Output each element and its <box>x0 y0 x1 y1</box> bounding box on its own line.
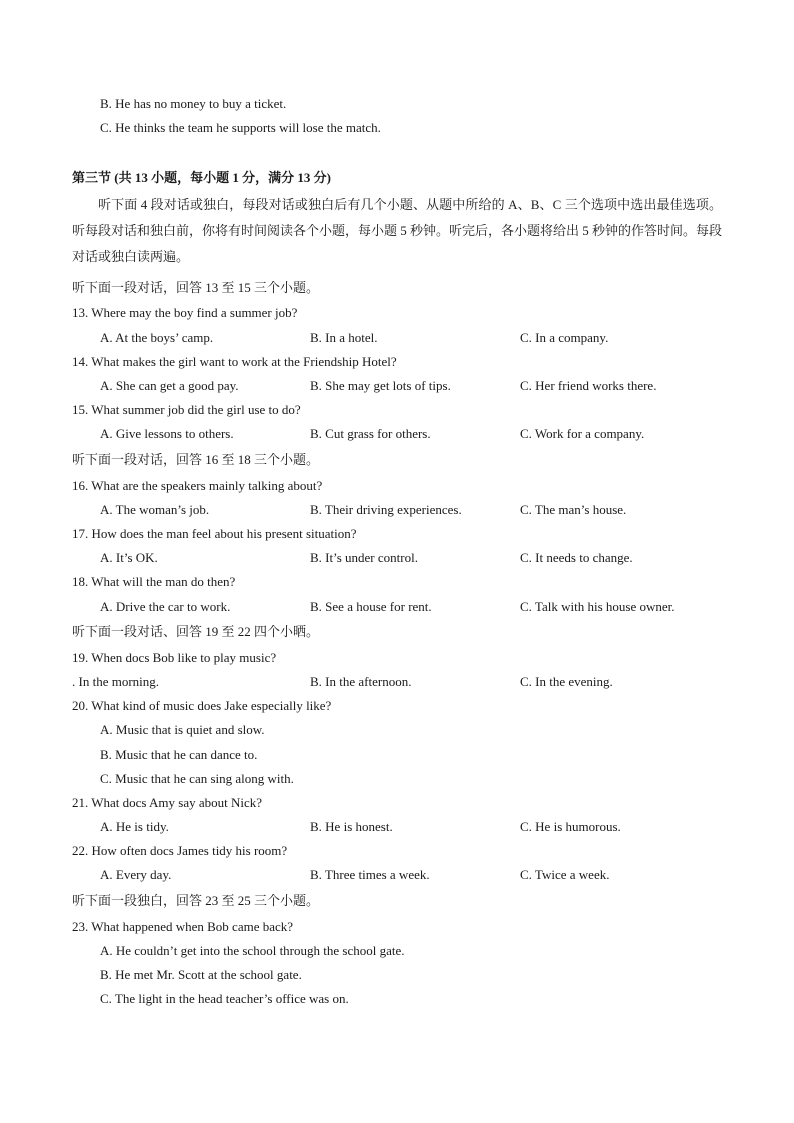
question-14: 14. What makes the girl want to work at the Friendship Hotel? <box>72 354 397 369</box>
option-c: C. The man’s house. <box>520 502 627 517</box>
option-b: B. In a hotel. <box>310 330 378 345</box>
option-c: C. Work for a company. <box>520 426 645 441</box>
group-heading: 听下面一段对话，回答 13 至 15 三个小题。 <box>72 280 320 295</box>
option-b: B. He is honest. <box>310 819 393 834</box>
option-b: B. He met Mr. Scott at the school gate. <box>100 967 302 982</box>
question-22: 22. How often docs James tidy his room? <box>72 843 288 858</box>
option-a: . In the morning. <box>72 674 160 689</box>
option-c: C. In a company. <box>520 330 609 345</box>
group-heading: 听下面一段独白，回答 23 至 25 三个小题。 <box>72 893 320 908</box>
option-a: A. She can get a good pay. <box>100 378 239 393</box>
option-a: A. It’s OK. <box>100 550 158 565</box>
option-c: C. Talk with his house owner. <box>520 599 675 614</box>
option-a: A. Give lessons to others. <box>100 426 234 441</box>
option-a: A. Music that is quiet and slow. <box>100 722 265 737</box>
question-16: 16. What are the speakers mainly talking about? <box>72 478 323 493</box>
option-a: A. At the boys’ camp. <box>100 330 214 345</box>
option-b: B. Three times a week. <box>310 867 430 882</box>
option-a: A. Every day. <box>100 867 172 882</box>
option-c: C. Her friend works there. <box>520 378 657 393</box>
option-b: B. In the afternoon. <box>310 674 412 689</box>
option-b: B. He has no money to buy a ticket. <box>100 96 287 111</box>
instruction-text: 听下面 4 段对话或独白，每段对话或独白后有几个小题、从题中所给的 A、B、C 三个选项中选出最佳选项。听每段对话和独白前，你将有时间阅读各个小题，每小题 5 秒钟。听完后，各小题将给出 5 秒钟的作答时间。每段对话或独白读两遍。 <box>72 197 723 264</box>
option-b: B. See a house for rent. <box>310 599 432 614</box>
option-c: C. He is humorous. <box>520 819 621 834</box>
option-a: A. Drive the car to work. <box>100 599 231 614</box>
option-b: B. It’s under control. <box>310 550 418 565</box>
question-19: 19. When docs Bob like to play music? <box>72 650 277 665</box>
option-c: C. Music that he can sing along with. <box>100 771 294 786</box>
option-c: C. He thinks the team he supports will lose the match. <box>100 120 381 135</box>
group-heading: 听下面一段对话、回答 19 至 22 四个小晒。 <box>72 624 320 639</box>
question-20: 20. What kind of music does Jake especially like? <box>72 698 332 713</box>
option-b: B. She may get lots of tips. <box>310 378 451 393</box>
option-a: A. The woman’s job. <box>100 502 210 517</box>
section-instruction <box>72 192 722 270</box>
option-c: C. In the evening. <box>520 674 613 689</box>
option-b: B. Music that he can dance to. <box>100 747 258 762</box>
question-15: 15. What summer job did the girl use to do? <box>72 402 301 417</box>
question-21: 21. What docs Amy say about Nick? <box>72 795 263 810</box>
option-c: C. It needs to change. <box>520 550 633 565</box>
option-c: C. The light in the head teacher’s office was on. <box>100 991 349 1006</box>
option-b: B. Cut grass for others. <box>310 426 431 441</box>
option-a: A. He couldn’t get into the school through the school gate. <box>100 943 405 958</box>
question-23: 23. What happened when Bob came back? <box>72 919 294 934</box>
question-17: 17. How does the man feel about his present situation? <box>72 526 357 541</box>
question-18: 18. What will the man do then? <box>72 574 236 589</box>
section-heading: 第三节 (共 13 小题，每小题 1 分，满分 13 分) <box>72 170 331 185</box>
option-b: B. Their driving experiences. <box>310 502 462 517</box>
option-c: C. Twice a week. <box>520 867 610 882</box>
option-a: A. He is tidy. <box>100 819 169 834</box>
group-heading: 听下面一段对话，回答 16 至 18 三个小题。 <box>72 452 320 467</box>
question-13: 13. Where may the boy find a summer job? <box>72 305 298 320</box>
